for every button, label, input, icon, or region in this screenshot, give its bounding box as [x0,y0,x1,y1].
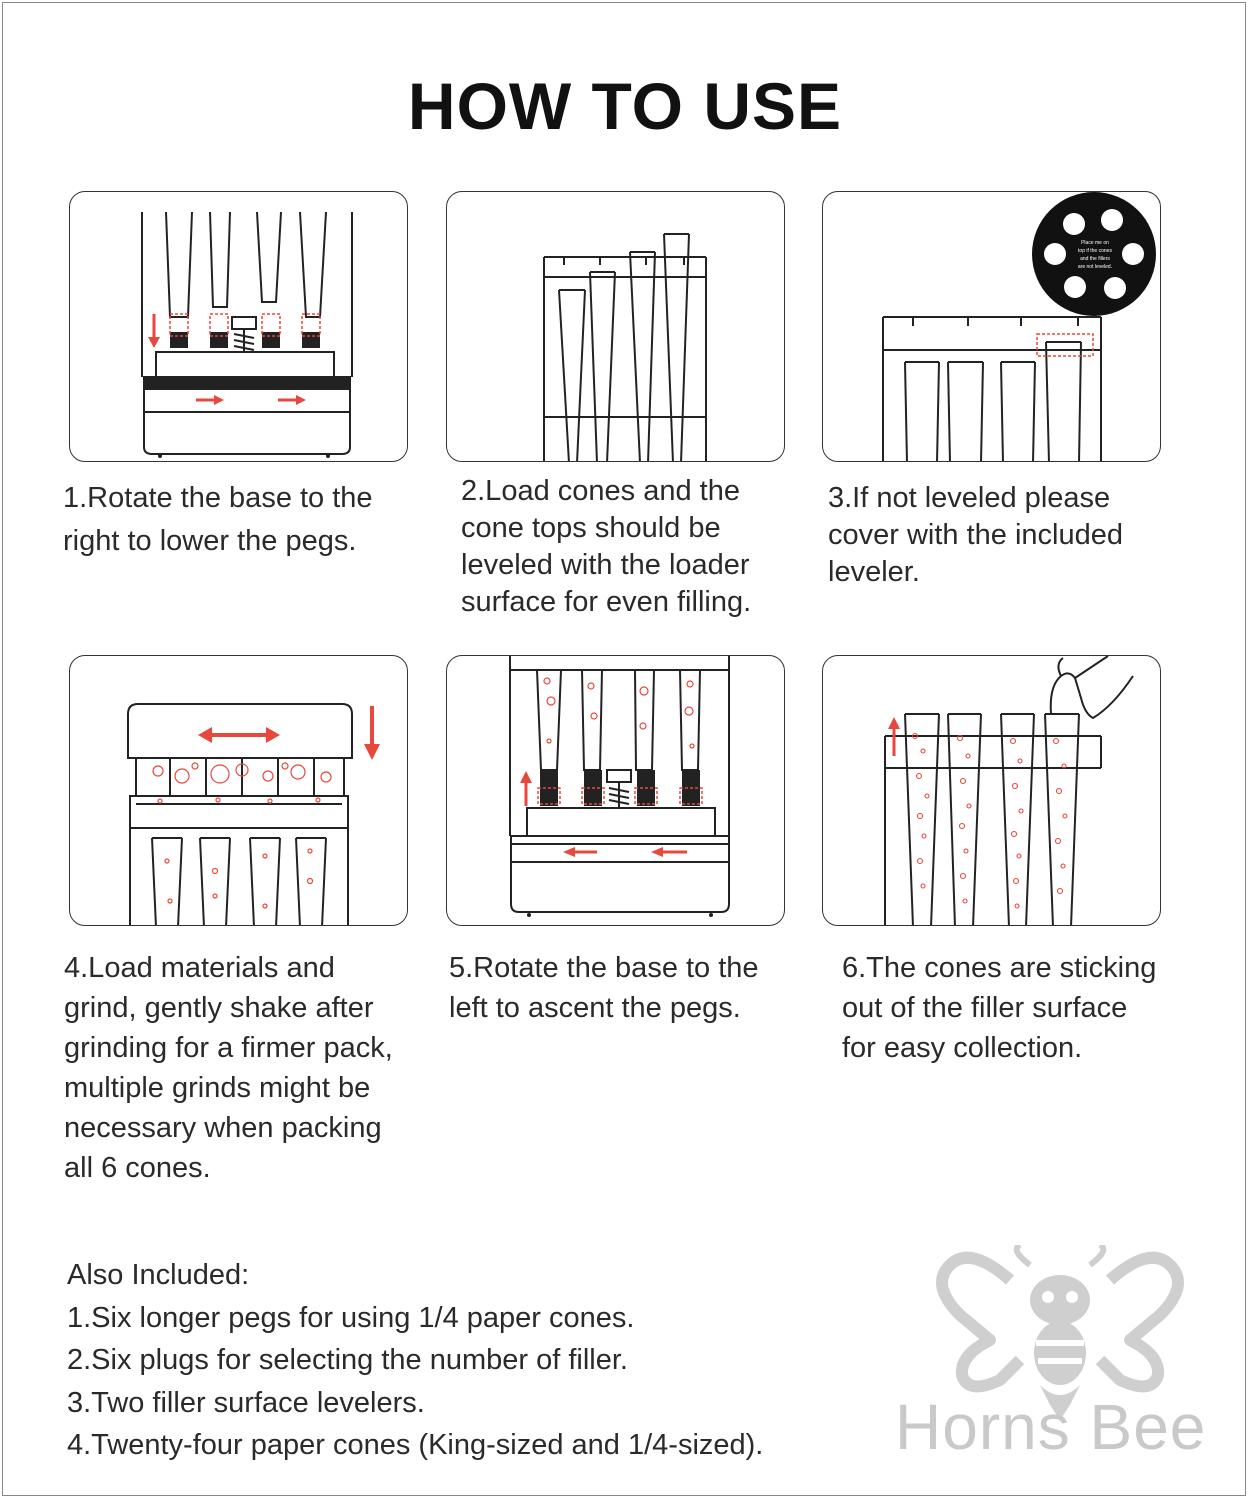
step-4-caption: 4.Load materials and grind, gently shake after grinding for a firmer pack, multiple grinds might be necessary when packing all 6 cones. [64,952,393,1184]
step-5-illustration [446,655,785,926]
svg-text:Place me on: Place me on [1081,240,1109,246]
step-2-caption: 2.Load cones and the cone tops should be leveled with the loader surface for even filling. [461,475,752,618]
step-1-illustration [69,191,408,462]
grind-and-shake-icon [70,656,408,926]
also-included-heading: Also Included: [67,1259,250,1291]
cone-loader-raise-pegs-icon [447,656,785,926]
leveler-cover-icon [823,192,1161,462]
cones-loaded-icon [447,192,785,462]
list-item: 2.Six plugs for selecting the number of filler. [67,1344,628,1376]
svg-text:are not leveled.: are not leveled. [1077,264,1113,270]
step-2-illustration [446,191,785,462]
brand-name: Horns Bee [895,1391,1207,1463]
step-5-caption: 5.Rotate the base to the left to ascent the pegs. [449,952,759,1024]
list-item: 1.Six longer pegs for using 1/4 paper cones. [67,1301,635,1334]
list-item: 3.Two filler surface levelers. [67,1386,425,1419]
page-title: HOW TO USE [407,69,843,143]
leveler-disc-icon [1032,192,1156,316]
also-included-list [67,1254,763,1467]
svg-text:top if the cones: top if the cones [1078,248,1112,254]
step-4-illustration [69,655,408,926]
svg-text:and the fillers: and the fillers [1080,256,1110,262]
list-item: 4.Twenty-four paper cones (King-sized and 1/4-sized). [67,1429,764,1461]
step-1-caption: 1.Rotate the base to the right to lower the pegs. [63,482,373,557]
cone-loader-lower-pegs-icon [70,192,408,462]
step-3-caption: 3.If not leveled please cover with the included leveler. [828,482,1123,588]
step-6-illustration [822,655,1161,926]
cones-collection-icon [823,656,1161,926]
step-3-illustration [822,191,1161,462]
step-6-caption: 6.The cones are sticking out of the filler surface for easy collection. [842,952,1157,1064]
